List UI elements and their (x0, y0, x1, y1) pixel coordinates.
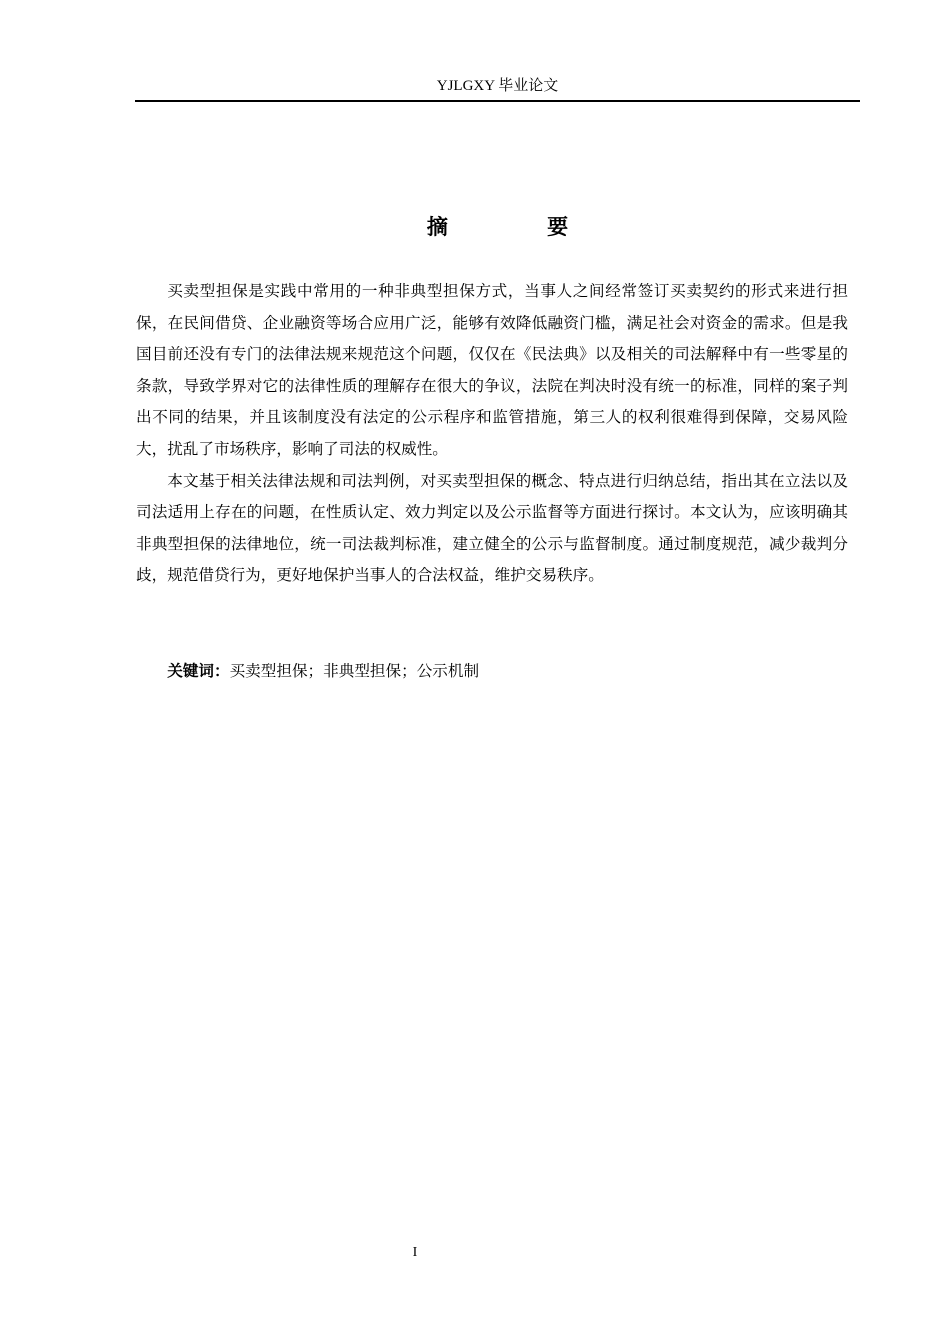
page-number: I (412, 1245, 418, 1260)
abstract-paragraph: 本文基于相关法律法规和司法判例，对买卖型担保的概念、特点进行归纳总结，指出其在立法以及司法适用上存在的问题，在性质认定、效力判定以及公示监督等方面进行探讨。本文认为，应该明确其非典型担保的法律地位，统一司法裁判标准，建立健全的公示与监督制度。通过制度规范，减少裁判分歧，规范借贷行为，更好地保护当事人的合法权益，维护交易秩序。 (136, 471, 848, 585)
abstract-body (136, 276, 848, 592)
abstract-title: 摘 要 (426, 215, 615, 239)
header-rule (135, 100, 860, 102)
abstract-paragraph: 买卖型担保是实践中常用的一种非典型担保方式，当事人之间经常签订买卖契约的形式来进行担保，在民间借贷、企业融资等场合应用广泛，能够有效降低融资门槛，满足社会对资金的需求。但是我国目前还没有专门的法律法规来规范这个问题，仅仅在《民法典》以及相关的司法解释中有一些零星的条款，导致学界对它的法律性质的理解存在很大的争议，法院在判决时没有统一的标准，同样的案子判出不同的结果，并且该制度没有法定的公示程序和监管措施，第三人的权利很难得到保障，交易风险大，扰乱了市场秩序，影响了司法的权威性。 (136, 282, 848, 458)
keywords-label: 关键词： (167, 662, 230, 680)
keywords-text: 买卖型担保；非典型担保；公示机制 (229, 662, 480, 680)
running-header: YJLGXY 毕业论文 (436, 78, 559, 94)
keywords-line (136, 656, 848, 688)
